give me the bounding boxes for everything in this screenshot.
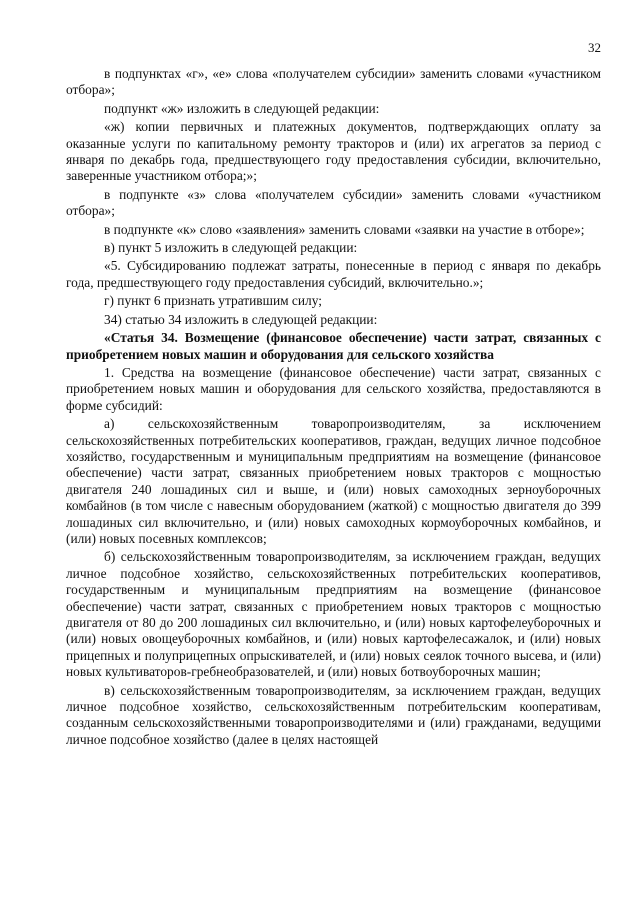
paragraph-point-5-text: «5. Субсидированию подлежат затраты, понесенные в период с января по декабрь года, предшествующего году предоставления субсидий, включительно.»;	[66, 258, 601, 290]
paragraph-subpoint-zh-text: «ж) копии первичных и платежных документов, подтверждающих оплату за оказанные услуги по капитальному ремонту тракторов и (или) их агрегатов за период с января по декабрь года, предшествующего году предоставления субсидии, включительно, заверенные участником отбора;»;	[66, 119, 601, 184]
paragraph-subpoint-zh-intro: подпункт «ж» изложить в следующей редакции:	[104, 100, 380, 116]
paragraph-point-g: г) пункт 6 признать утратившим силу;	[104, 293, 322, 309]
article-34-clause-1: 1. Средства на возмещение (финансовое обеспечение) части затрат, связанных с приобретением новых машин и оборудования для сельского хозяйства, предоставляются в форме субсидий:	[66, 364, 601, 413]
article-34-subclause-v: в) сельскохозяйственным товаропроизводителям, за исключением граждан, ведущих личное подсобное хозяйство, сельскохозяйственным потребительским кооперативам, созданным сельскохозяйственными товаропроизводителями и (или) гражданами, ведущими личное подсобное хозяйство (далее в целях настоящей	[66, 682, 601, 747]
article-34-heading: «Статья 34. Возмещение (финансовое обеспечение) части затрат, связанных с приобретением новых машин и оборудования для сельского хозяйства	[66, 330, 601, 362]
paragraph-item-34: 34) статью 34 изложить в следующей редакции:	[104, 311, 378, 327]
page-number: 32	[588, 40, 601, 55]
document-body	[66, 66, 601, 750]
paragraph-subpoint-k: в подпункте «к» слово «заявления» заменить словами «заявки на участие в отборе»;	[104, 221, 585, 237]
paragraph-subpoint-z: в подпункте «з» слова «получателем субсидии» заменить словами «участником отбора»;	[66, 186, 601, 219]
article-34-subclause-b: б) сельскохозяйственным товаропроизводителям, за исключением граждан, ведущих личное подсобное хозяйство, сельскохозяйственных потребительских кооперативов, государственным и муниципальным предприятиям на возмещение (финансовое обеспечение) части затрат, связанных с приобретением новых тракторов с мощностью двигателя от 80 до 200 лошадиных сил включительно, и (или) новых картофелеуборочных и (или) новых овощеуборочных комбайнов, и (или) новых картофелесажалок, и (или) новых прицепных и полуприцепных опрыскивателей, и (или) новых сеялок точного высева, и (или) новых культиваторов-гребнеобразователей, и (или) новых ботвоуборочных машин;	[66, 549, 601, 680]
article-34-subclause-a: а) сельскохозяйственным товаропроизводителям, за исключением сельскохозяйственных потребительских кооперативов, граждан, ведущих личное подсобное хозяйство, государственным и муниципальным предприятиям на возмещение (финансовое обеспечение) части затрат, связанных приобретением новых тракторов с мощностью двигателя 240 лошадиных сил и выше, и (или) новых самоходных зерноуборочных комбайнов (в том числе с навесным оборудованием (жаткой) с мощностью двигателя до 399 лошадиных сил включительно, и (или) новых самоходных кормоуборочных комбайнов, и (или) новых посевных комплексов;	[66, 416, 601, 546]
paragraph-subpoints-g-e: в подпунктах «г», «е» слова «получателем субсидии» заменить словами «участником отбора»;	[66, 66, 601, 98]
paragraph-point-v: в) пункт 5 изложить в следующей редакции:	[104, 240, 358, 256]
